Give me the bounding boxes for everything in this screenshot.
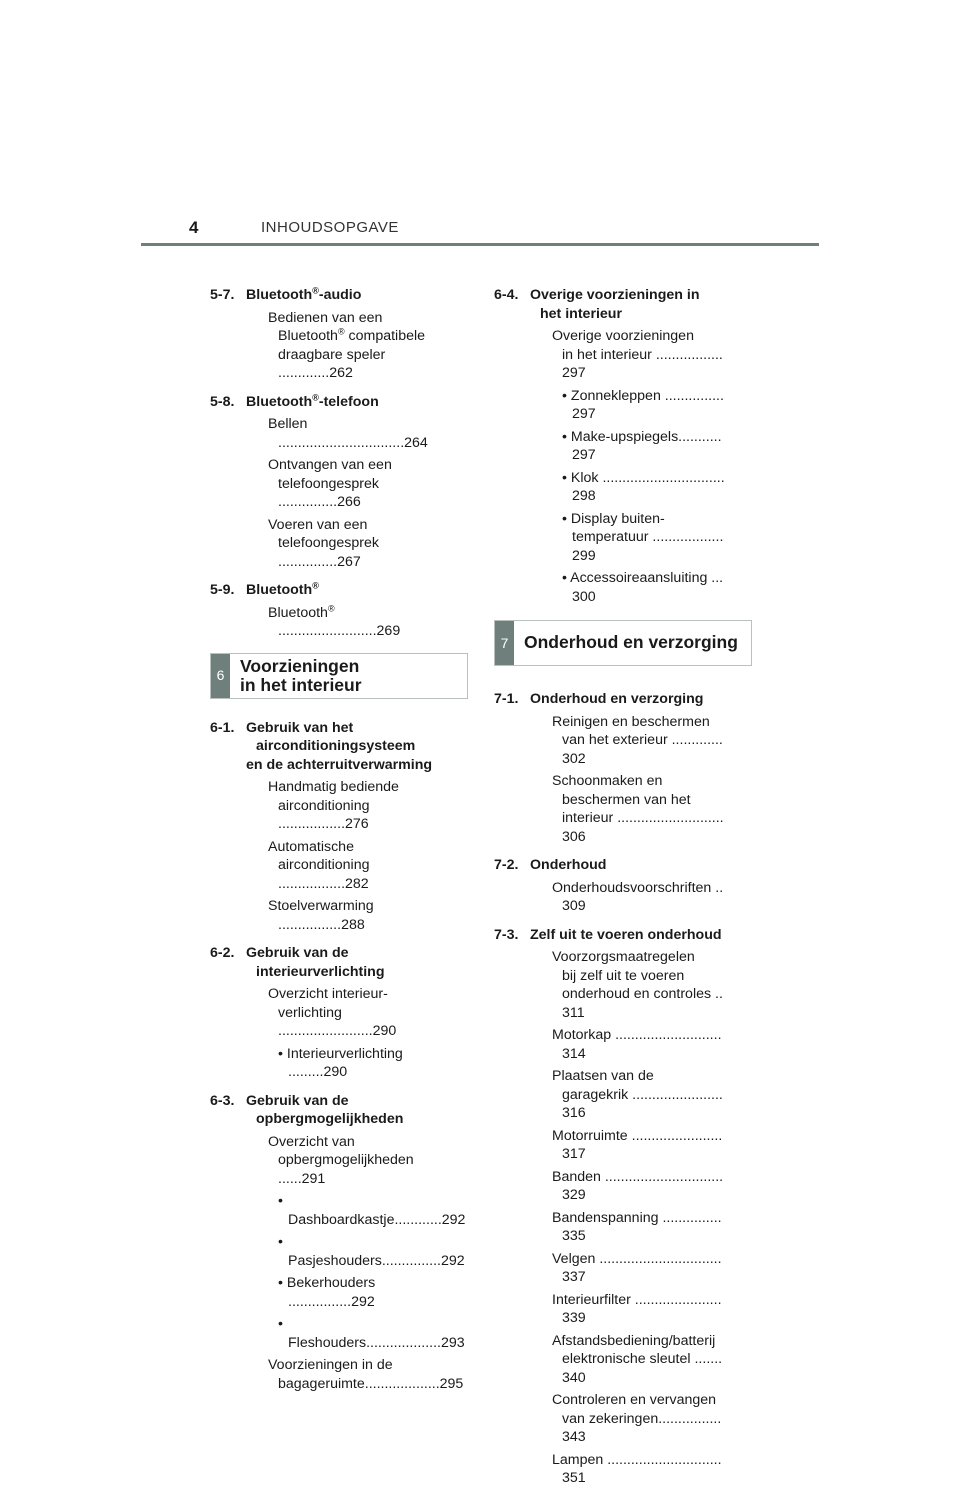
entry-text: Velgen ............................... [552,1250,722,1267]
registered-mark: ® [312,285,319,296]
entry-text: Ontvangen van een [268,457,392,473]
toc-entry[interactable] [494,1168,752,1205]
entry-leader: ......................... [278,623,377,639]
page-ref: 262 [329,365,353,381]
entry-text: onderhoud en controles .. [562,986,723,1002]
page-ref: 295 [439,1375,464,1392]
entry-text: Voeren van een [268,516,368,533]
registered-mark: ® [337,326,345,337]
entry-text: Motorruimte ....................... [552,1127,723,1144]
entry-text: Schoonmaken en [552,773,663,789]
entry-text: Bellen ................................ [268,416,405,451]
section-number: 5-9. [210,582,235,598]
entry-text: Lampen ............................. [552,1451,722,1468]
entry-text: airconditioning ................. [278,797,370,832]
page-ref: 297 [562,365,586,381]
entry-text: Banden .............................. [552,1168,724,1185]
toc-section-5-9 [210,581,468,600]
toc-entry[interactable] [494,1026,752,1063]
page-ref: 291 [301,1170,326,1187]
page-ref: 299 [572,547,596,564]
section-title-suffix: -telefoon [318,393,379,410]
chapter-title-line: Voorzieningen [240,655,360,676]
toc-entry[interactable] [210,456,468,512]
entry-text: • Klok ............................... [562,469,725,486]
registered-mark: ® [327,602,335,613]
toc-section-6-4 [494,286,752,323]
toc-entry[interactable] [494,1291,752,1328]
entry-text: Bluetooth [268,604,328,621]
section-title: Zelf uit te voeren onderhoud [530,926,722,943]
entry-text: • Make-upspiegels........... [562,428,722,445]
toc-section-7-2 [494,856,752,875]
entry-text: Overzicht interieur- [268,986,388,1002]
page-ref: 343 [562,1429,586,1445]
entry-text: • Dashboardkastje............ [278,1193,442,1228]
section-title: Bluetooth [246,393,313,410]
section-title: airconditioningsysteem [256,738,416,754]
entry-text: • Display buiten- [562,510,665,527]
section-title: Gebruik van de [246,1092,349,1109]
entry-text: telefoongesprek ............... [278,535,379,570]
entry-text: Automatische [268,838,354,855]
entry-text: • Bekerhouders ................ [278,1275,376,1310]
toc-section-7-3 [494,926,752,945]
toc-section-5-8 [210,393,468,412]
entry-text: Overige voorzieningen [552,328,694,344]
entry-text: interieur ........................... [562,810,724,826]
entry-text: Bedienen van een [268,309,383,326]
toc-entry[interactable] [494,569,752,606]
chapter-title [230,654,372,698]
toc-left-column [210,286,468,1397]
toc-entry[interactable] [494,1067,752,1123]
chapter-tab: 6 [211,654,230,698]
toc-entry[interactable] [494,713,752,769]
section-number: 7-1. [494,691,519,707]
entry-text: Bluetooth [278,328,338,344]
section-number: 7-3. [494,926,519,943]
section-number: 6-1. [210,719,235,736]
section-title-suffix: -audio [318,287,362,303]
entry-text: Plaatsen van de [552,1068,654,1084]
entry-text: airconditioning ................. [278,857,370,892]
toc-entry[interactable] [210,1045,468,1082]
entry-text: Afstandsbediening/batterij [552,1332,716,1349]
toc-entry[interactable] [210,838,468,894]
section-number: 6-4. [494,287,519,303]
page-header [141,216,819,246]
page-ref: 311 [562,1004,585,1021]
entry-text: Controleren en vervangen [552,1392,717,1408]
toc-entry[interactable] [494,428,752,465]
page-ref: 298 [572,488,596,504]
header-divider [141,243,819,246]
page-number: 4 [189,218,199,237]
registered-mark: ® [312,580,319,591]
chapter-title-line: in het interieur [240,674,362,695]
entry-text: bagageruimte................... [278,1375,440,1392]
page-ref: 335 [562,1228,586,1244]
toc-entry[interactable] [494,1209,752,1246]
section-title: Overige voorzieningen in [530,287,700,303]
toc-entry[interactable] [210,604,468,641]
toc-entry[interactable] [210,1133,468,1189]
entry-text: • Interieurverlichting ......... [278,1045,403,1080]
toc-entry[interactable] [494,772,752,846]
toc-entry[interactable] [210,516,468,572]
entry-text: in het interieur ................. [562,346,723,363]
entry-text: • Accessoireaansluiting ... [562,570,724,586]
section-title: en de achterruitverwarming [246,756,433,773]
entry-text: Onderhoudsvoorschriften .. [552,879,724,896]
page-ref: 267 [337,553,361,570]
page-ref: 292 [351,1293,375,1310]
page-ref: 292 [440,1252,465,1269]
page-ref: 269 [376,623,401,639]
page-ref: 282 [345,875,369,892]
section-number: 5-8. [210,393,235,410]
page-ref: 317 [562,1146,586,1162]
toc-section-6-3 [210,1092,468,1129]
page-title: INHOUDSOPGAVE [261,219,399,236]
entry-text: Voorzorgsmaatregelen [552,949,695,965]
toc-section-7-1 [494,690,752,709]
toc-entry[interactable] [494,510,752,566]
page-ref: 290 [372,1023,397,1039]
page-ref: 306 [562,828,586,845]
toc-entry[interactable] [210,1192,468,1229]
registered-mark: ® [312,391,319,402]
toc-entry[interactable] [494,948,752,1022]
toc-entry[interactable] [494,1332,752,1388]
toc-entry[interactable] [210,778,468,834]
entry-text: elektronische sleutel ....... [562,1351,723,1367]
toc-section-6-1 [210,719,468,775]
entry-text: verlichting ........................ [278,1004,373,1039]
entry-text: opbergmogelijkheden ...... [278,1152,414,1187]
page-ref: 297 [572,447,596,463]
entry-text: temperatuur .................. [572,529,724,545]
toc-entry[interactable] [494,327,752,383]
entry-text: Interieurfilter ...................... [552,1291,722,1308]
chapter-tab: 7 [495,621,514,665]
section-title: Gebruik van het [246,719,354,736]
toc-entry[interactable] [494,1391,752,1447]
page-ref: 292 [441,1211,466,1228]
toc-entry[interactable] [210,415,468,452]
toc-section-6-2 [210,944,468,981]
toc-entry[interactable] [494,387,752,424]
toc-entry[interactable] [494,1250,752,1287]
toc-entry[interactable] [210,1315,468,1352]
page-ref: 337 [562,1269,586,1285]
entry-text: van het exterieur ............. [562,732,723,748]
section-title: interieurverlichting [256,963,385,980]
page-ref: 340 [562,1369,586,1386]
section-title: Gebruik van de [246,945,349,961]
page-ref: 300 [572,588,596,605]
section-title: het interieur [540,305,622,322]
entry-text: • Pasjeshouders............... [278,1234,441,1269]
page-ref: 314 [562,1045,586,1062]
section-title: Onderhoud [530,857,607,873]
page-ref: 309 [562,898,586,914]
toc-entry[interactable] [210,985,468,1041]
toc-entry[interactable] [494,1451,752,1488]
section-title: Bluetooth [246,287,313,303]
page-ref: 264 [404,434,428,451]
entry-text: van zekeringen................ [562,1410,722,1427]
page-ref: 266 [337,494,361,510]
toc-entry[interactable] [210,1356,468,1393]
toc-right-column [494,286,752,1492]
chapter-7-heading [494,620,752,666]
page-ref: 288 [341,916,365,933]
entry-text: Reinigen en beschermen [552,713,710,730]
page-ref: 290 [323,1064,348,1080]
toc-entry[interactable] [210,309,468,383]
section-number: 6-2. [210,945,235,961]
entry-text: • Fleshouders................... [278,1316,441,1351]
page-ref: 276 [345,816,369,832]
section-number: 7-2. [494,857,519,873]
section-number: 6-3. [210,1092,235,1109]
entry-text: • Zonnekleppen ............... [562,387,724,404]
page-ref: 329 [562,1187,586,1203]
page-ref: 351 [562,1470,586,1486]
entry-text: garagekrik ....................... [562,1086,723,1103]
chapter-6-heading [210,653,468,699]
page-ref: 302 [562,750,586,767]
entry-text: draagbare speler ............. [278,346,386,381]
entry-text: beschermen van het [562,791,691,808]
toc-entry[interactable] [494,879,752,916]
entry-text: Motorkap ........................... [552,1027,722,1043]
entry-text: Handmatig bediende [268,779,399,795]
page-ref: 293 [440,1334,465,1351]
section-title: Onderhoud en verzorging [530,691,704,707]
section-title: Bluetooth [246,582,313,598]
toc-entry[interactable] [210,1274,468,1311]
section-title: opbergmogelijkheden [256,1111,404,1127]
toc-section-5-7 [210,286,468,305]
page-ref: 316 [562,1105,586,1121]
entry-text: compatibele [344,328,426,344]
page-ref: 339 [562,1310,586,1326]
entry-text: Voorzieningen in de [268,1357,393,1373]
chapter-title: Onderhoud en verzorging [524,632,738,652]
entry-text: telefoongesprek ............... [278,475,379,510]
entry-text: Bandenspanning ............... [552,1209,722,1226]
toc-entry[interactable] [494,469,752,506]
entry-text: Stoelverwarming ................ [268,898,374,933]
toc-entry[interactable] [494,1127,752,1164]
entry-text: bij zelf uit te voeren [562,967,685,984]
section-number: 5-7. [210,287,235,303]
toc-entry[interactable] [210,1233,468,1270]
page-ref: 297 [572,406,596,422]
toc-entry[interactable] [210,897,468,934]
entry-text: Overzicht van [268,1133,355,1150]
